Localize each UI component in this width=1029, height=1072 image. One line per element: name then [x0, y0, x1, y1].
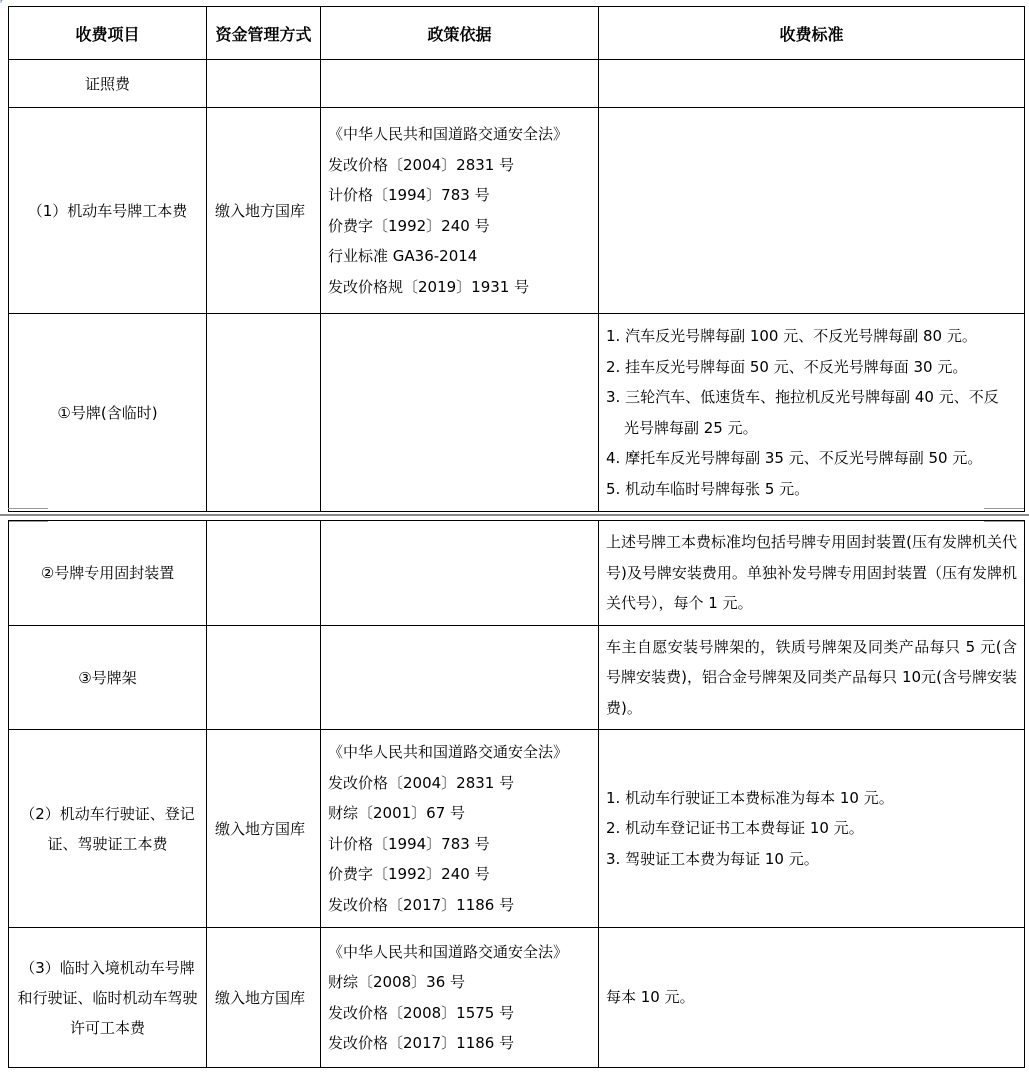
policy-list	[321, 730, 599, 928]
standard-plate-frame: 车主自愿安装号牌架的，铁质号牌架及同类产品每只 5 元(含号牌安装费)，铝合金号牌架及同类产品每只 10元(含号牌安装费)。	[599, 626, 1025, 730]
standard-temporary-entry: 每本 10 元。	[599, 928, 1025, 1068]
standard-line: 5. 机动车临时号牌每张 5 元。	[606, 479, 810, 498]
empty-cell	[207, 314, 321, 512]
table-row	[9, 626, 1025, 730]
standard-line: 4. 摩托车反光号牌每副 35 元、不反光号牌每副 50 元。	[606, 449, 983, 467]
standard-line: 1. 汽车反光号牌每副 100 元、不反光号牌每副 80 元。	[606, 327, 977, 345]
policy-line: 行业标准 GA36-2014	[328, 247, 478, 265]
policy-line: 财综〔2008〕36 号	[328, 973, 466, 991]
standard-list	[599, 314, 1025, 512]
item-plate-fee: （1）机动车号牌工本费	[9, 108, 207, 314]
empty-cell	[207, 60, 321, 108]
policy-line: 发改价格〔2008〕1575 号	[328, 1003, 515, 1022]
empty-cell	[599, 108, 1025, 314]
page-break-divider	[0, 514, 1029, 516]
fund-license-fee: 缴入地方国库	[207, 730, 321, 928]
header-policy-basis: 政策依据	[321, 7, 599, 60]
standard-line: 1. 机动车行驶证工本费标准为每本 10 元。	[606, 788, 894, 807]
empty-cell	[207, 626, 321, 730]
policy-line: 财综〔2001〕67 号	[328, 804, 466, 822]
table-row	[9, 314, 1025, 512]
item-plate-frame: ③号牌架	[9, 626, 207, 730]
item-plate-temporary: ①号牌(含临时)	[9, 314, 207, 512]
standard-list	[599, 730, 1025, 928]
standard-plate-fixing: 上述号牌工本费标准均包括号牌专用固封装置(压有发牌机关代号)及号牌安装费用。单独补发号牌专用固封装置（压有发牌机关代号），每个 1 元。	[599, 521, 1025, 626]
table-header-row	[9, 7, 1025, 60]
table-row	[9, 108, 1025, 314]
fee-table-page-2	[8, 520, 1025, 1068]
empty-cell	[321, 521, 599, 626]
policy-line: 发改价格〔2004〕2831 号	[328, 773, 515, 792]
header-fee-item: 收费项目	[9, 7, 207, 60]
standard-line: 3. 三轮汽车、低速货车、拖拉机反光号牌每副 40 元、不反	[606, 388, 999, 406]
policy-list	[321, 928, 599, 1068]
empty-cell	[321, 60, 599, 108]
table-row	[9, 928, 1025, 1068]
standard-line: 2. 机动车登记证书工本费每证 10 元。	[606, 819, 864, 838]
policy-line: 价费字〔1992〕240 号	[328, 865, 490, 883]
policy-line: 《中华人民共和国道路交通安全法》	[328, 743, 569, 761]
item-plate-fixing-device: ②号牌专用固封装置	[9, 521, 207, 626]
policy-line: 发改价格〔2017〕1186 号	[328, 895, 515, 914]
header-fee-standard: 收费标准	[599, 7, 1025, 60]
standard-line: 光号牌每副 25 元。	[624, 418, 758, 437]
policy-line: 计价格〔1994〕783 号	[328, 186, 490, 204]
policy-line: 发改价格规〔2019〕1931 号	[328, 277, 530, 296]
item-license-fee: （2）机动车行驶证、登记证、驾驶证工本费	[9, 730, 207, 928]
policy-line: 发改价格〔2017〕1186 号	[328, 1034, 515, 1052]
empty-cell	[599, 60, 1025, 108]
empty-cell	[321, 314, 599, 512]
policy-line: 《中华人民共和国道路交通安全法》	[328, 125, 569, 143]
empty-cell	[207, 521, 321, 626]
item-certificate-fee: 证照费	[9, 60, 207, 108]
policy-line: 《中华人民共和国道路交通安全法》	[328, 942, 569, 961]
policy-line: 价费字〔1992〕240 号	[328, 216, 490, 235]
policy-line: 发改价格〔2004〕2831 号	[328, 155, 515, 174]
table-row	[9, 730, 1025, 928]
header-fund-management: 资金管理方式	[207, 7, 321, 60]
standard-line: 3. 驾驶证工本费为每证 10 元。	[606, 849, 819, 868]
empty-cell	[321, 626, 599, 730]
fund-plate-fee: 缴入地方国库	[207, 108, 321, 314]
corner-marker-icon: ⸢	[0, 0, 4, 8]
table-row	[9, 521, 1025, 626]
fund-temporary-entry-fee: 缴入地方国库	[207, 928, 321, 1068]
standard-line: 2. 挂车反光号牌每面 50 元、不反光号牌每面 30 元。	[606, 357, 968, 376]
fee-table-page-1	[8, 6, 1025, 512]
policy-list	[321, 108, 599, 314]
policy-line: 计价格〔1994〕783 号	[328, 834, 490, 853]
item-temporary-entry-fee: （3）临时入境机动车号牌和行驶证、临时机动车驾驶许可工本费	[9, 928, 207, 1068]
table-row	[9, 60, 1025, 108]
